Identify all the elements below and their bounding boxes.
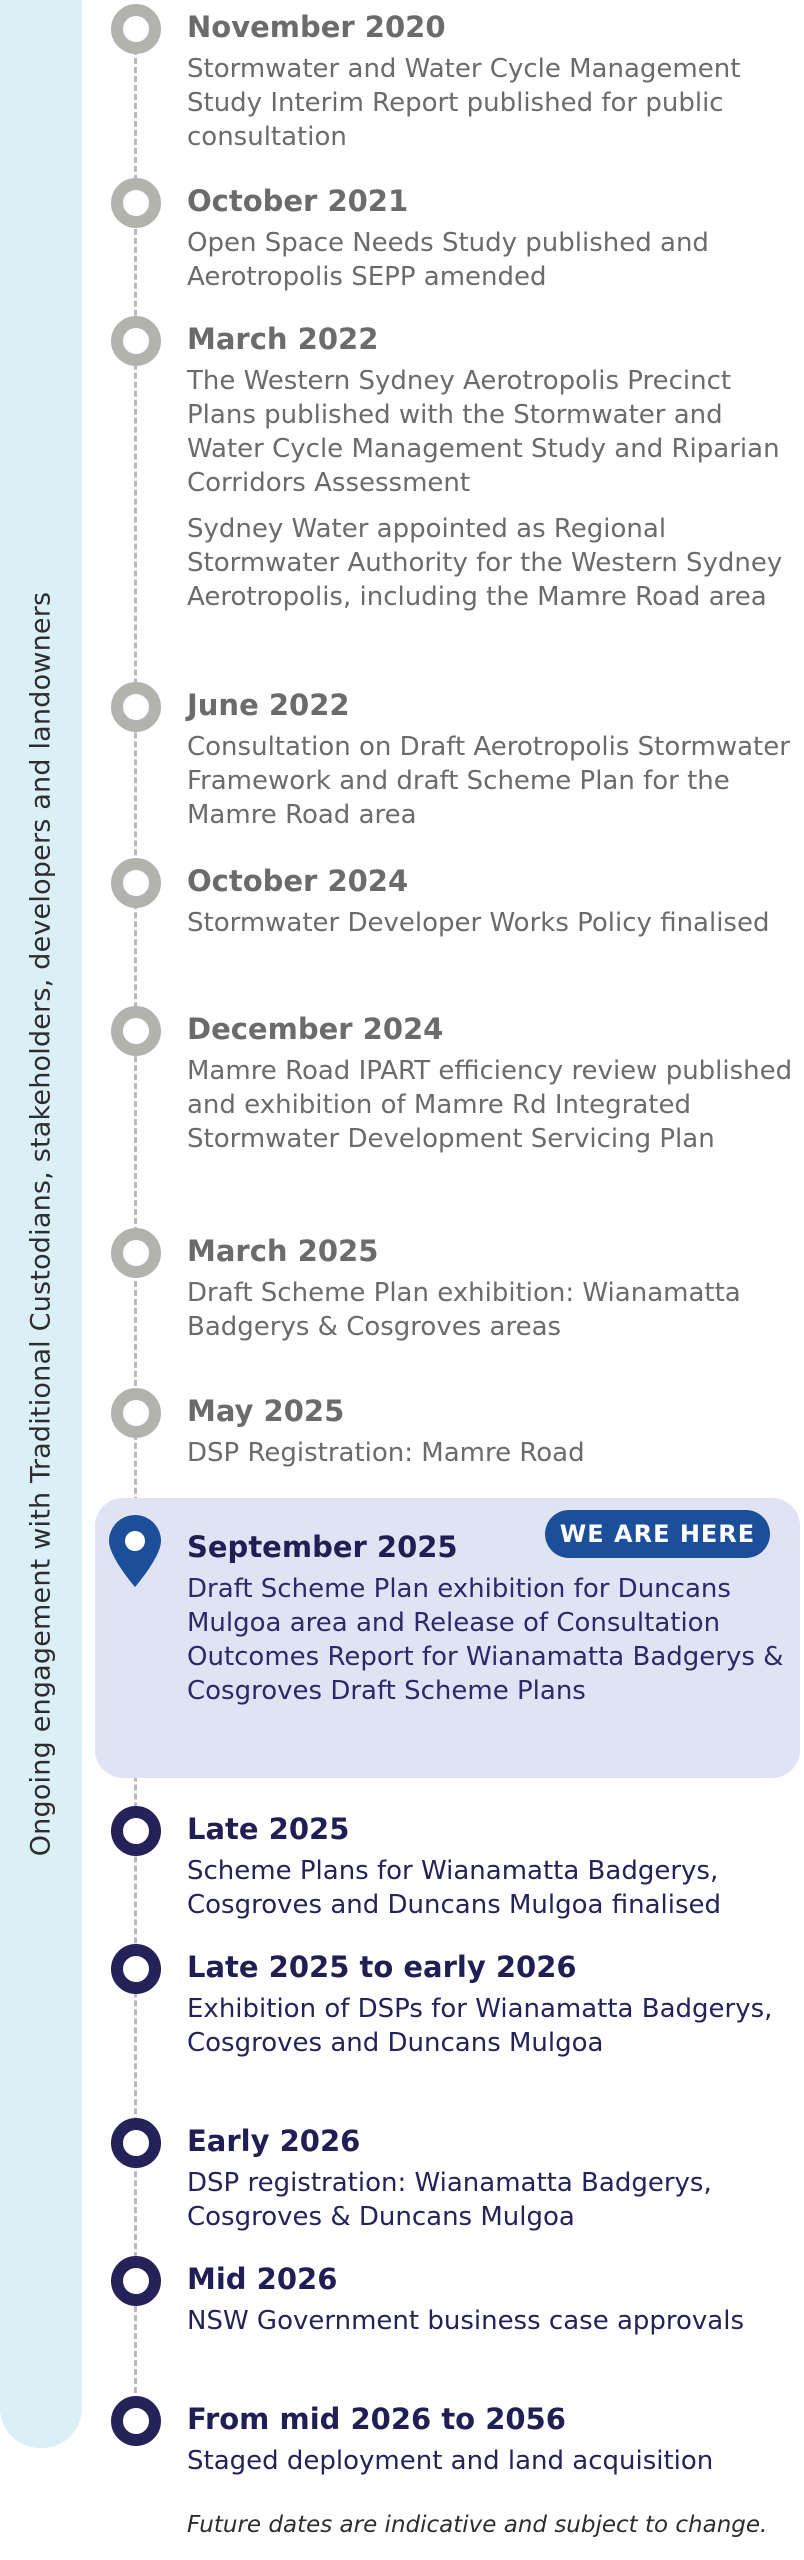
event-date: October 2021 [187,184,409,218]
event-description: NSW Government business case approvals [187,2306,745,2336]
we-are-here-badge: WE ARE HERE [545,1510,770,1558]
location-pin-icon [105,1513,165,1589]
timeline-event [187,2122,797,2234]
event-description: Stormwater Developer Works Policy finalised [187,908,770,938]
event-description: Exhibition of DSPs for Wianamatta Badgerys, Cosgroves and Duncans Mulgoa [187,1994,773,2058]
event-description: Staged deployment and land acquisition [187,2446,714,2476]
timeline-marker-icon [111,682,161,732]
event-date: November 2020 [187,10,446,44]
event-date: December 2024 [187,1012,444,1046]
event-date: Late 2025 [187,1812,350,1846]
event-description: DSP registration: Wianamatta Badgerys, Cosgroves & Duncans Mulgoa [187,2168,712,2232]
timeline-marker-icon [111,178,161,228]
timeline-event [187,1528,797,1708]
event-date: Early 2026 [187,2124,361,2158]
event-date: September 2025 [187,1530,458,1564]
timeline-event [187,2400,797,2478]
timeline-event [187,320,797,614]
event-description: Sydney Water appointed as Regional Stormwater Authority for the Western Sydney Aerotropolis, including the Mamre Road area [187,514,783,612]
timeline-event [187,1392,797,1470]
timeline-event [187,1010,797,1156]
event-date: From mid 2026 to 2056 [187,2402,566,2436]
event-description: Open Space Needs Study published and Aerotropolis SEPP amended [187,228,709,292]
timeline-marker-icon [111,1944,161,1994]
timeline-event [187,1810,797,1922]
timeline-event [187,182,797,294]
event-description: Consultation on Draft Aerotropolis Stormwater Framework and draft Scheme Plan for the Mamre Road area [187,732,790,830]
engagement-label: Ongoing engagement with Traditional Custodians, stakeholders, developers and landowners [25,591,57,1857]
event-description: Mamre Road IPART efficiency review published and exhibition of Mamre Rd Integrated Stormwater Development Servicing Plan [187,1056,793,1154]
timeline-marker-icon [111,2118,161,2168]
event-description: Scheme Plans for Wianamatta Badgerys, Cosgroves and Duncans Mulgoa finalised [187,1856,722,1920]
timeline-marker-icon [111,316,161,366]
timeline-event [187,2260,797,2338]
timeline-event [187,686,797,832]
event-date: May 2025 [187,1394,345,1428]
event-description: The Western Sydney Aerotropolis Precinct Plans published with the Stormwater and Water Cycle Management Study and Riparian Corridors Assessment [187,366,780,498]
event-date: March 2025 [187,1234,379,1268]
timeline-event [187,8,797,154]
event-date: March 2022 [187,322,379,356]
timeline-marker-icon [111,1228,161,1278]
timeline-marker-icon [111,2256,161,2306]
timeline-marker-icon [111,4,161,54]
timeline-event [187,1948,797,2060]
event-description: DSP Registration: Mamre Road [187,1438,585,1468]
timeline-marker-icon [111,1006,161,1056]
event-date: October 2024 [187,864,409,898]
timeline-event [187,1232,797,1344]
event-description: Stormwater and Water Cycle Management Study Interim Report published for public consultation [187,54,741,152]
engagement-band [0,0,82,2448]
event-date: June 2022 [187,688,350,722]
event-description: Draft Scheme Plan exhibition: Wianamatta Badgerys & Cosgroves areas [187,1278,741,1342]
timeline-marker-icon [111,1806,161,1856]
timeline-event [187,862,797,940]
footnote: Future dates are indicative and subject to change. [187,2512,768,2538]
timeline-marker-icon [111,858,161,908]
timeline-marker-icon [111,1388,161,1438]
event-date: Mid 2026 [187,2262,338,2296]
event-date: Late 2025 to early 2026 [187,1950,577,1984]
event-description: Draft Scheme Plan exhibition for Duncans Mulgoa area and Release of Consultation Outcomes Report for Wianamatta Badgerys & Cosgroves Draft Scheme Plans [187,1574,784,1706]
timeline-marker-icon [111,2396,161,2446]
